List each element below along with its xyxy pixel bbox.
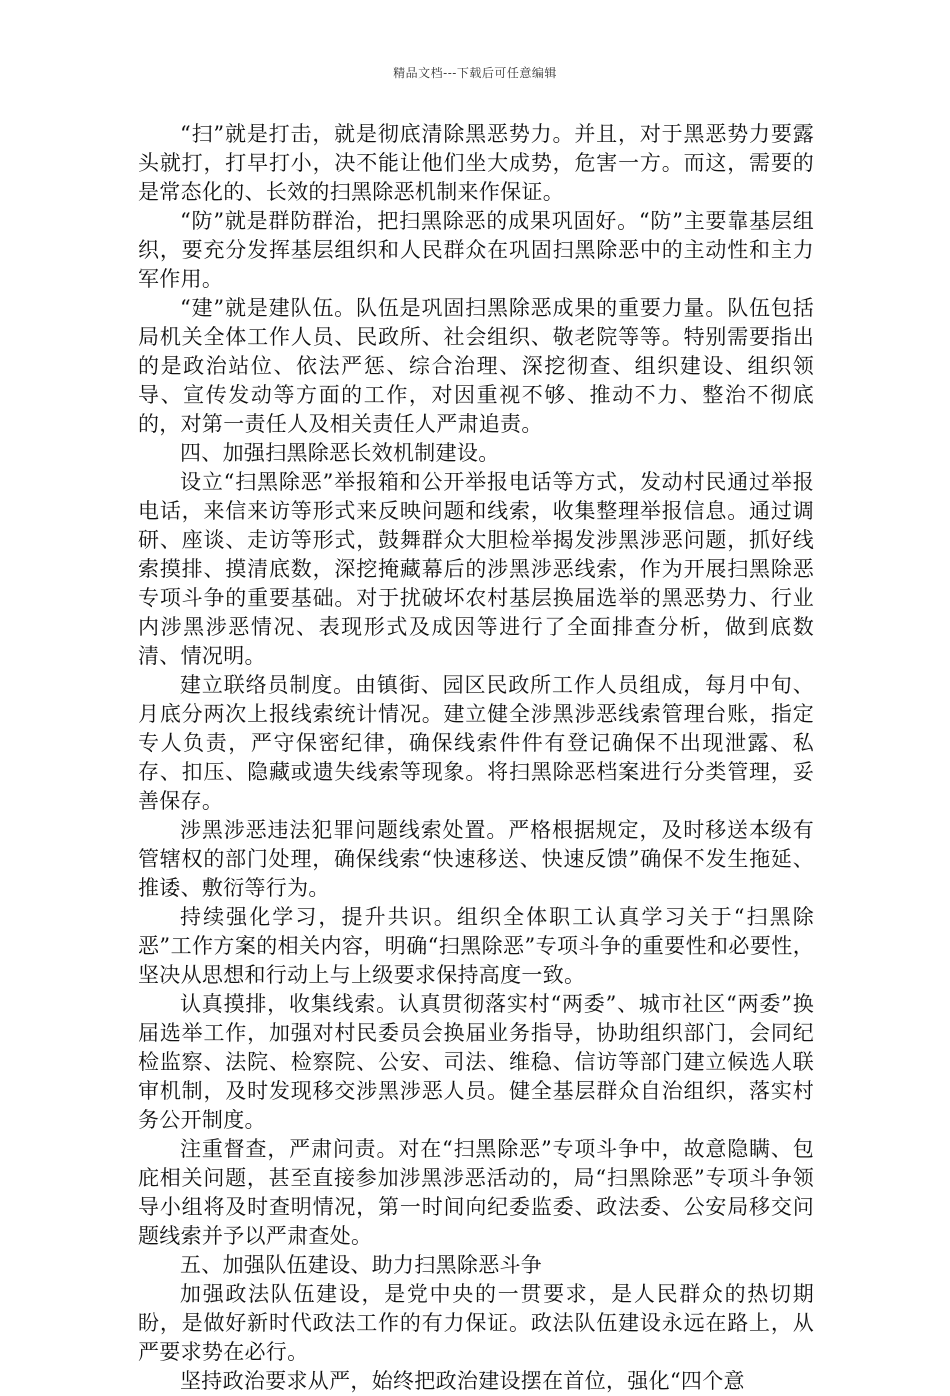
paragraph-supervision: 注重督查，严肃问责。对在“扫黑除恶”专项斗争中，故意隐瞒、包庇相关问题，甚至直接参加涉黑涉恶活动的，局“扫黑除恶”专项斗争领导小组将及时查明情况，第一时间向纪委监委、政法委、公安局移交问题线索并予以严肃查处。	[138, 1137, 814, 1248]
paragraph-fang: “防”就是群防群治，把扫黑除恶的成果巩固好。“防”主要靠基层组织，要充分发挥基层组织和人民群众在巩固扫黑除恶中的主动性和主力军作用。	[138, 209, 814, 291]
section-heading-5: 五、加强队伍建设、助力扫黑除恶斗争	[180, 1253, 543, 1277]
paragraph-jian: “建”就是建队伍。队伍是巩固扫黑除恶成果的重要力量。队伍包括局机关全体工作人员、民政所、社会组织、敬老院等等。特别需要指出的是政治站位、依法严惩、综合治理、深挖彻查、组织建设、组织领导、宣传发动等方面的工作，对因重视不够、推动不力、整治不彻底的，对第一责任人及相关责任人严肃追责。	[138, 296, 814, 436]
paragraph-study: 持续强化学习，提升共识。组织全体职工认真学习关于“扫黑除恶”工作方案的相关内容，明确“扫黑除恶”专项斗争的重要性和必要性，坚决从思想和行动上与上级要求保持高度一致。	[138, 905, 814, 987]
paragraph-political-requirements: 坚持政治要求从严，始终把政治建设摆在首位，强化“四个意	[180, 1369, 745, 1393]
paragraph-investigation: 认真摸排，收集线索。认真贯彻落实村“两委”、城市社区“两委”换届选举工作，加强对村民委员会换届业务指导，协助组织部门，会同纪检监察、法院、检察院、公安、司法、维稳、信访等部门建立候选人联审机制，及时发现移交涉黑涉恶人员。健全基层群众自治组织，落实村务公开制度。	[138, 992, 814, 1132]
paragraph-clue-handling: 涉黑涉恶违法犯罪问题线索处置。严格根据规定，及时移送本级有管辖权的部门处理，确保线索“快速移送、快速反馈”确保不发生拖延、推诿、敷衍等行为。	[138, 818, 814, 900]
paragraph-team-building: 加强政法队伍建设，是党中央的一贯要求，是人民群众的热切期盼，是做好新时代政法工作的有力保证。政法队伍建设永远在路上，从严要求势在必行。	[138, 1282, 814, 1364]
paragraph-sao: “扫”就是打击，就是彻底清除黑恶势力。并且，对于黑恶势力要露头就打，打早打小，决不能让他们坐大成势，危害一方。而这，需要的是常态化的、长效的扫黑除恶机制来作保证。	[138, 122, 814, 204]
paragraph-liaison-system: 建立联络员制度。由镇街、园区民政所工作人员组成，每月中旬、月底分两次上报线索统计情况。建立健全涉黑涉恶线索管理台账，指定专人负责，严守保密纪律，确保线索件件有登记确保不出现泄露、私存、扣压、隐藏或遗失线索等现象。将扫黑除恶档案进行分类管理，妥善保存。	[138, 673, 814, 813]
page-header: 精品文档---下载后可任意编辑	[393, 66, 557, 80]
paragraph-report-box: 设立“扫黑除恶”举报箱和公开举报电话等方式，发动村民通过举报电话，来信来访等形式来反映问题和线索，收集整理举报信息。通过调研、座谈、走访等形式，鼓舞群众大胆检举揭发涉黑涉恶问题，抓好线索摸排、摸清底数，深挖掩藏幕后的涉黑涉恶线索，作为开展扫黑除恶专项斗争的重要基础。对于扰破坏农村基层换届选举的黑恶势力、行业内涉黑涉恶情况、表现形式及成因等进行了全面排查分析，做到底数清、情况明。	[138, 470, 814, 668]
section-heading-4: 四、加强扫黑除恶长效机制建设。	[180, 441, 500, 465]
document-body	[138, 120, 814, 1396]
